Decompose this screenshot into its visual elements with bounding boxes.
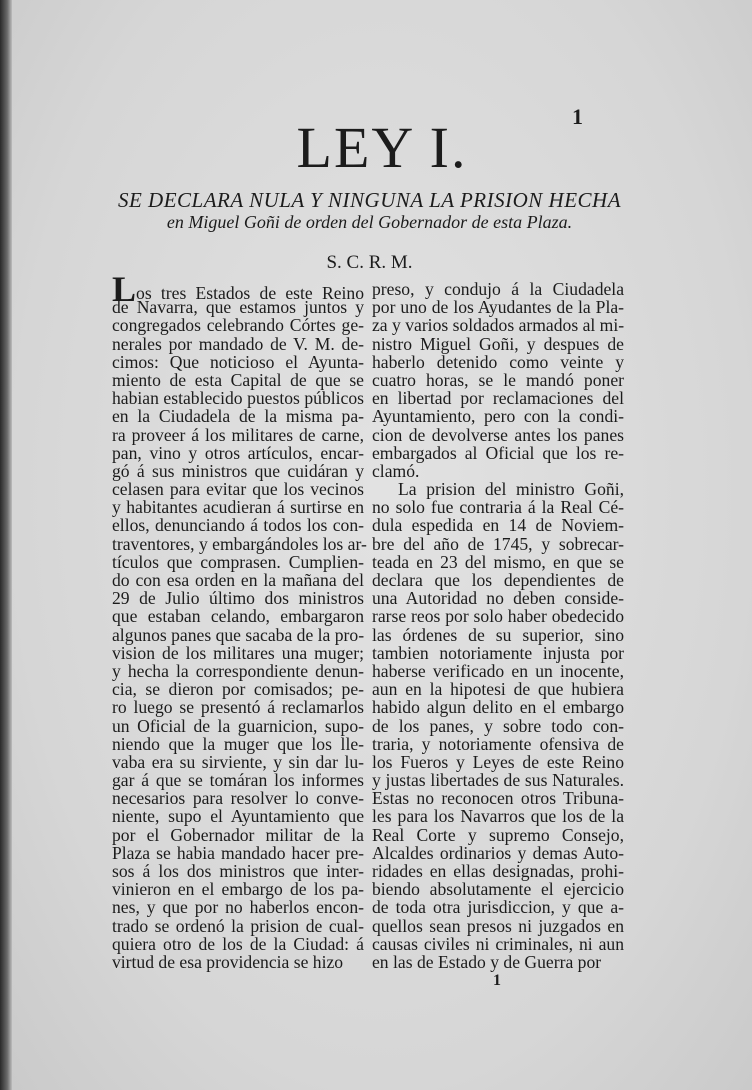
text-line-content: y habitantes acudieran á surtirse en bbox=[112, 497, 364, 518]
text-line-content: tambien notoriamente injusta por bbox=[372, 642, 624, 663]
text-line bbox=[372, 480, 624, 498]
text-line bbox=[372, 680, 624, 698]
text-line bbox=[112, 698, 364, 716]
text-line bbox=[372, 880, 624, 898]
text-line bbox=[372, 917, 624, 935]
text-line-content: habido algun delito en el embargo bbox=[372, 697, 624, 718]
text-line bbox=[372, 644, 624, 662]
text-line bbox=[112, 480, 364, 498]
text-line-content: por el Gobernador militar de la bbox=[112, 824, 364, 845]
text-line bbox=[372, 571, 624, 589]
text-line-content: les para los Navarros que los de la bbox=[372, 806, 624, 827]
text-line bbox=[372, 935, 624, 953]
text-line bbox=[372, 371, 624, 389]
text-line-content: Real Corte y supremo Consejo, bbox=[372, 824, 624, 845]
text-line-content: preso, y condujo á la Ciudadela bbox=[372, 279, 624, 299]
text-line bbox=[112, 880, 364, 898]
text-line bbox=[112, 516, 364, 534]
text-line-content: quellos sean presos ni juzgados en bbox=[372, 915, 624, 936]
text-line-content: vaba era su sirviente, y sin dar lu- bbox=[112, 751, 364, 772]
text-line-content: necesarios para resolver lo conve- bbox=[112, 788, 364, 809]
text-line bbox=[112, 680, 364, 698]
text-line bbox=[112, 644, 364, 662]
drop-cap: L bbox=[112, 269, 137, 309]
text-line bbox=[372, 462, 624, 480]
text-line bbox=[372, 789, 624, 807]
text-line-content: bre del año de 1745, y sobrecar- bbox=[372, 533, 624, 554]
text-line bbox=[372, 316, 624, 334]
text-line bbox=[112, 353, 364, 371]
text-line bbox=[112, 589, 364, 607]
text-line bbox=[372, 589, 624, 607]
text-line-content: gó á sus ministros que cuidáran y bbox=[112, 460, 364, 481]
text-line-content: traria, y notoriamente ofensiva de bbox=[372, 733, 624, 754]
text-line bbox=[372, 335, 624, 353]
salutation: S. C. R. M. bbox=[326, 252, 413, 273]
text-line-content: cimos: Que noticioso el Ayunta- bbox=[112, 351, 364, 372]
text-line-content: y justas libertades de sus Naturales. bbox=[372, 770, 624, 791]
text-line-content: aun en la hipotesi de que hubiera bbox=[372, 679, 624, 700]
text-line bbox=[372, 807, 624, 825]
text-line-content: y hecha la correspondiente denun- bbox=[112, 660, 364, 681]
text-line-content: ra proveer á los militares de carne, bbox=[112, 424, 364, 445]
text-line bbox=[372, 862, 624, 880]
text-line bbox=[112, 371, 364, 389]
text-line bbox=[112, 862, 364, 880]
text-line-content: quiera otro de los de la Ciudad: á bbox=[112, 933, 364, 954]
text-line-content: causas civiles ni criminales, ni aun bbox=[372, 933, 624, 954]
text-line-content: por uno de los Ayudantes de la Pla- bbox=[372, 297, 624, 318]
text-line-content: embargados al Oficial que los re- bbox=[372, 442, 624, 463]
text-line-content: La prision del ministro Goñi, bbox=[398, 479, 624, 500]
text-line bbox=[112, 807, 364, 825]
text-line bbox=[372, 826, 624, 844]
text-line bbox=[372, 535, 624, 553]
text-line bbox=[112, 444, 364, 462]
text-line bbox=[372, 735, 624, 753]
text-line-content: en las de Estado y de Guerra por bbox=[372, 951, 602, 972]
text-line bbox=[372, 844, 624, 862]
text-line bbox=[372, 353, 624, 371]
text-line-content: vinieron en el embargo de los pa- bbox=[112, 879, 364, 900]
text-line bbox=[372, 771, 624, 789]
text-line bbox=[112, 607, 364, 625]
text-line bbox=[112, 533, 367, 554]
text-line-content: sos á los dos ministros que inter- bbox=[112, 861, 364, 881]
text-line-content: biendo absolutamente el ejercicio bbox=[372, 879, 624, 900]
text-line-content: congregados celebrando Córtes ge- bbox=[112, 315, 364, 336]
text-line bbox=[112, 844, 364, 862]
text-line-content: niendo que la muger que los lle- bbox=[112, 733, 364, 754]
text-line-content: los Fueros y Leyes de este Reino bbox=[372, 751, 624, 772]
text-line-content: cion de devolverse antes los panes bbox=[372, 424, 624, 445]
text-line-content: Plaza se habia mandado hacer pre- bbox=[112, 842, 364, 863]
subtitle-line-2: en Miguel Goñi de orden del Gobernador de esta Plaza. bbox=[166, 212, 573, 232]
text-line bbox=[112, 662, 364, 680]
right-column bbox=[372, 280, 624, 971]
text-line bbox=[372, 607, 624, 625]
text-line-content: que estaban celando, embargaron bbox=[112, 606, 364, 627]
text-line-content: traventores, y embargándoles los ar- bbox=[112, 533, 367, 554]
text-line bbox=[372, 516, 624, 534]
text-line bbox=[372, 389, 624, 407]
text-line-content: en la Ciudadela de la misma pa- bbox=[112, 406, 364, 427]
text-line-content: clamó. bbox=[372, 460, 420, 481]
text-line bbox=[112, 626, 364, 644]
text-line bbox=[112, 335, 364, 353]
text-line bbox=[112, 426, 364, 444]
text-line bbox=[372, 444, 624, 462]
text-line bbox=[112, 553, 364, 571]
text-line-content: una Autoridad no deben conside- bbox=[372, 588, 624, 609]
text-line bbox=[372, 953, 624, 971]
text-line-content: trado se ordenó la prision de cual- bbox=[112, 915, 364, 936]
text-line-content: Alcaldes ordinarios y demas Auto- bbox=[372, 842, 624, 863]
text-line bbox=[372, 407, 624, 425]
text-line-content: ridades en ellas designadas, prohi- bbox=[372, 861, 624, 881]
text-line-content: os tres Estados de este Reino bbox=[136, 283, 364, 303]
text-line bbox=[112, 407, 364, 425]
text-line bbox=[112, 571, 364, 589]
left-column bbox=[112, 269, 367, 972]
text-line bbox=[372, 662, 624, 680]
text-line bbox=[372, 898, 624, 916]
text-line-content: niente, supo el Ayuntamiento que bbox=[112, 806, 364, 827]
text-line-content: vision de los militares una muger; bbox=[112, 642, 364, 663]
text-line bbox=[112, 771, 364, 789]
text-line-content: virtud de esa providencia se hizo bbox=[112, 951, 344, 972]
text-line-content: rarse reos por solo haber obedecido bbox=[372, 606, 624, 627]
page-number: 1 bbox=[572, 104, 583, 129]
text-line-content: de los panes, y sobre todo con- bbox=[372, 715, 624, 736]
text-line bbox=[112, 462, 364, 480]
text-line-content: de toda otra jurisdiccion, y que a- bbox=[372, 897, 624, 918]
text-line bbox=[112, 753, 364, 771]
text-line bbox=[372, 753, 624, 771]
text-line-content: dula espedida en 14 de Noviem- bbox=[372, 515, 624, 536]
text-line bbox=[112, 953, 364, 971]
text-line-content: nerales por mandado de V. M. de- bbox=[112, 333, 364, 354]
text-line bbox=[372, 498, 624, 516]
text-line bbox=[372, 698, 624, 716]
text-line-content: teada en 23 del mismo, en que se bbox=[372, 551, 624, 572]
text-line bbox=[112, 498, 364, 516]
text-line-content: un Oficial de la guarnicion, supo- bbox=[112, 715, 364, 736]
text-line-content: algunos panes que sacaba de la pro- bbox=[112, 624, 365, 645]
text-line-content: de Navarra, que estamos juntos y bbox=[112, 297, 364, 318]
text-line-content: gar á que se tomáran los informes bbox=[112, 770, 364, 791]
text-line-content: las órdenes de su superior, sino bbox=[372, 624, 624, 645]
text-line-content: haberse verificado en un inocente, bbox=[372, 660, 624, 681]
text-line bbox=[372, 717, 624, 735]
text-line bbox=[372, 553, 624, 571]
text-line-content: nes, y que por no haberlos encon- bbox=[112, 897, 364, 918]
text-line bbox=[372, 626, 624, 644]
text-line-content: Estas no reconocen otros Tribuna- bbox=[372, 788, 624, 809]
text-line-content: haberlo detenido como veinte y bbox=[372, 351, 624, 372]
text-line bbox=[112, 917, 364, 935]
signature-mark: 1 bbox=[493, 972, 501, 989]
text-line-content: miento de esta Capital de que se bbox=[112, 369, 364, 390]
text-line bbox=[372, 280, 624, 298]
text-line-content: no solo fue contraria á la Real Cé- bbox=[372, 497, 624, 518]
text-line-content: do con esa orden en la mañana del bbox=[112, 570, 364, 590]
text-line-content: cuatro horas, se le mandó poner bbox=[372, 369, 624, 390]
text-line-content: Ayuntamiento, pero con la condi- bbox=[372, 406, 624, 427]
text-line bbox=[112, 735, 364, 753]
text-line-content: nistro Miguel Goñi, y despues de bbox=[372, 333, 624, 354]
text-line bbox=[372, 298, 624, 316]
text-line-content: en libertad por reclamaciones del bbox=[372, 388, 624, 409]
text-line-content: za y varios soldados armados al mi- bbox=[372, 315, 625, 336]
subtitle-line-1: SE DECLARA NULA Y NINGUNA LA PRISION HECHA bbox=[117, 188, 622, 212]
text-line bbox=[112, 935, 364, 953]
text-line-content: 29 de Julio último dos ministros bbox=[112, 588, 364, 609]
text-line-content: declara que los dependientes de bbox=[372, 570, 624, 590]
text-line-content: cia, se dieron por comisados; pe- bbox=[112, 679, 364, 700]
text-line-content: ro luego se presentó á reclamarlos bbox=[112, 697, 364, 718]
text-line bbox=[112, 826, 364, 844]
text-line bbox=[372, 426, 624, 444]
text-line bbox=[112, 316, 364, 334]
text-line bbox=[112, 898, 364, 916]
text-line bbox=[112, 389, 364, 407]
law-title: LEY I. bbox=[296, 115, 468, 180]
text-line-content: habian establecido puestos públicos bbox=[112, 388, 364, 409]
text-line bbox=[112, 789, 364, 807]
text-line-content: tículos que comprasen. Cumplien- bbox=[112, 551, 364, 572]
text-line bbox=[112, 298, 364, 316]
text-line-content: ellos, denunciando á todos los con- bbox=[112, 515, 364, 536]
text-line-content: pan, vino y otros artículos, encar- bbox=[112, 442, 364, 463]
text-line-content: celasen para evitar que los vecinos bbox=[112, 479, 364, 500]
text-line bbox=[112, 717, 364, 735]
